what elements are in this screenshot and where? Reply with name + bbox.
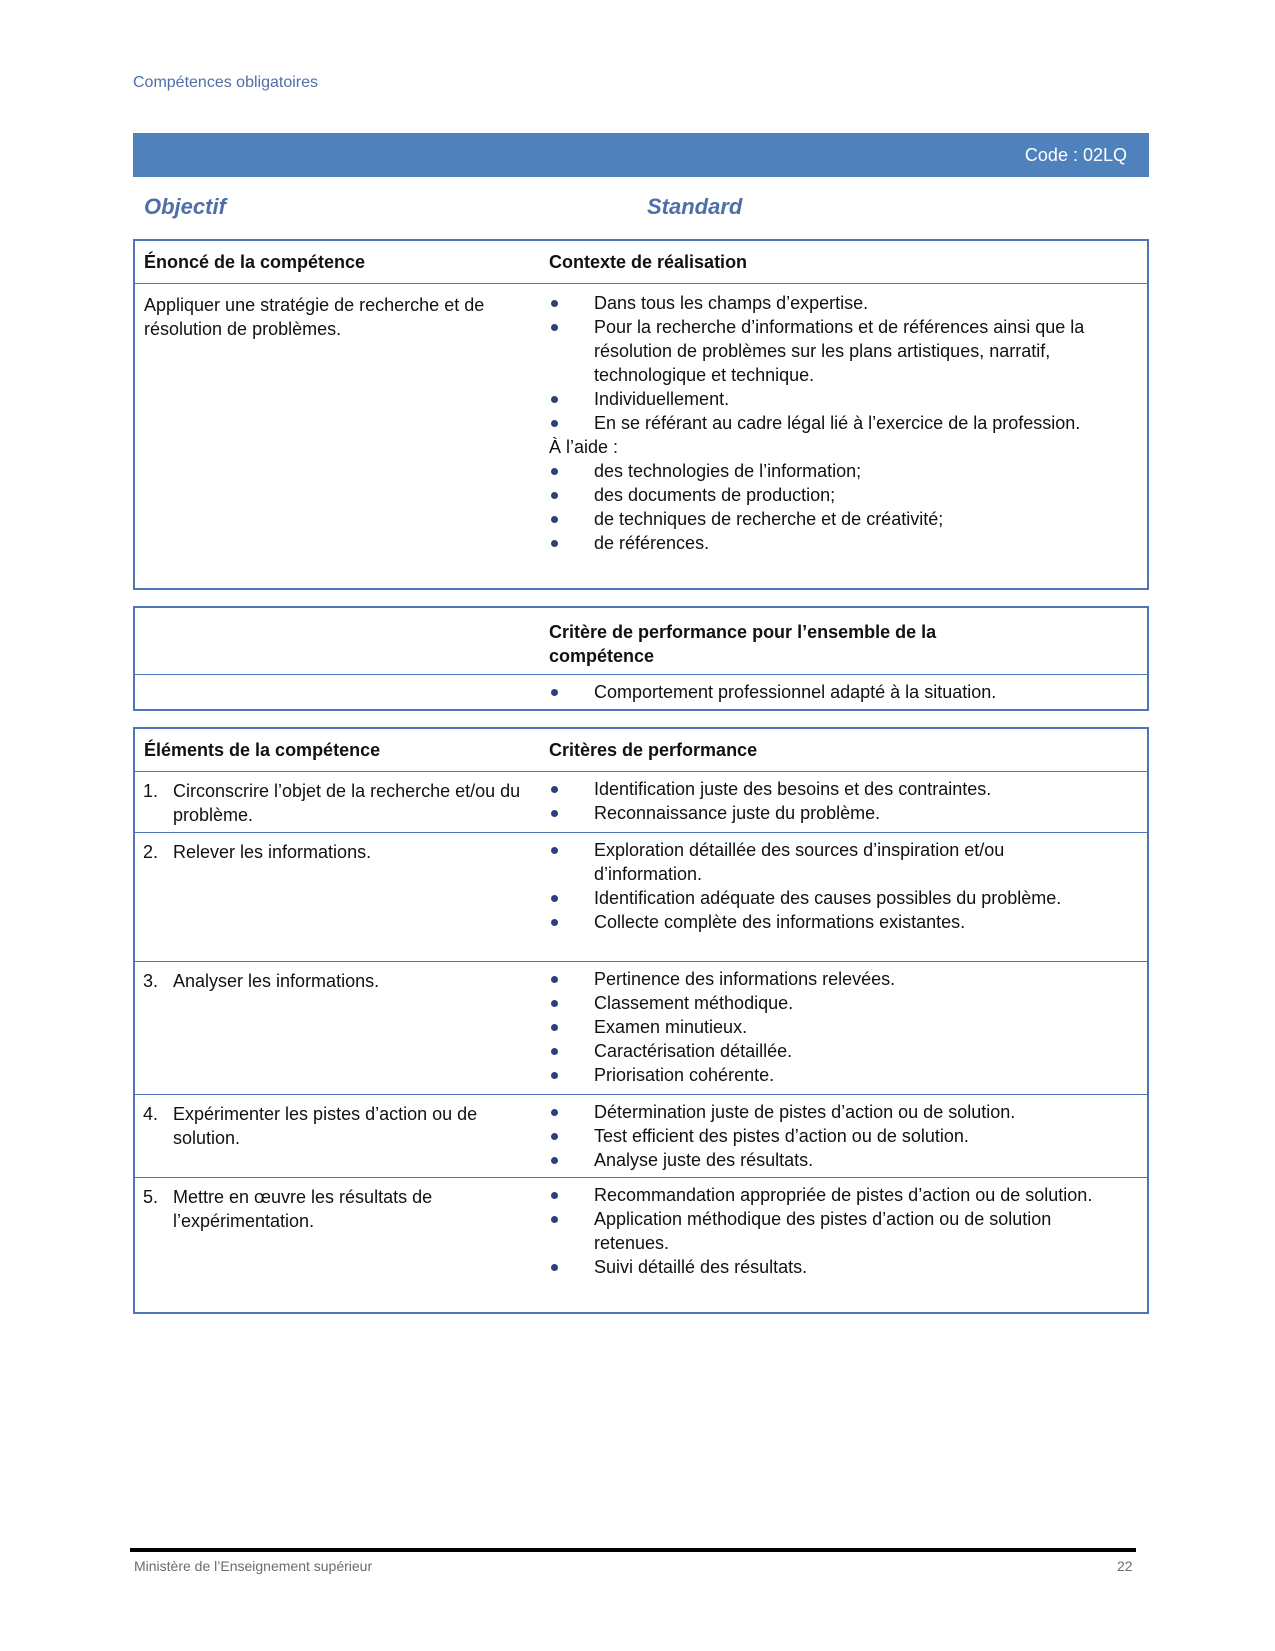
objectif-heading: Objectif [144, 194, 226, 219]
bullet-icon [551, 919, 558, 926]
list-item: de techniques de recherche et de créativité; [549, 507, 1109, 531]
bullet-icon [551, 895, 558, 902]
bullet-icon [551, 1048, 558, 1055]
bullet-icon [551, 396, 558, 403]
contexte-header: Contexte de réalisation [549, 252, 748, 272]
elements-table [133, 727, 1149, 1314]
code-label: Code : 02LQ [1024, 145, 1127, 165]
enonce-header: Énoncé de la compétence [144, 252, 366, 272]
table-divider [135, 283, 1147, 284]
bullet-icon [551, 1264, 558, 1271]
ensemble-header: Critère de performance pour l’ensemble de la compétence [549, 622, 937, 666]
row-number: 3. [143, 971, 159, 991]
list-item: Reconnaissance juste du problème. [549, 801, 1109, 825]
page-number: 22 [1117, 1558, 1133, 1574]
list-item: Identification juste des besoins et des contraintes. [549, 777, 1109, 801]
table-row [135, 961, 1147, 1094]
bullet-icon [551, 786, 558, 793]
row-number: 4. [143, 1104, 159, 1124]
footer-rule [130, 1548, 1136, 1552]
elements-header: Éléments de la compétence [144, 740, 381, 760]
competence-table [133, 239, 1149, 590]
bullet-icon [551, 324, 558, 331]
criteria-list [549, 1100, 1109, 1172]
bullet-icon [551, 847, 558, 854]
code-banner [133, 133, 1149, 177]
performance-ensemble-table [133, 606, 1149, 711]
bullet-icon [551, 1157, 558, 1164]
list-item: Comportement professionnel adapté à la situation. [549, 680, 1109, 704]
criteria-list-wrapper [549, 1100, 1109, 1172]
bullet-icon [551, 689, 558, 696]
criteria-list [549, 967, 1109, 1087]
table-row [135, 1094, 1147, 1177]
bullet-icon [551, 492, 558, 499]
criteria-list [549, 777, 1109, 825]
enonce-text: Appliquer une stratégie de recherche et de résolution de problèmes. [144, 295, 485, 339]
list-item: Priorisation cohérente. [549, 1063, 1109, 1087]
standard-heading: Standard [647, 194, 743, 219]
row-number: 5. [143, 1187, 159, 1207]
list-item: Identification adéquate des causes possibles du problème. [549, 886, 1109, 910]
list-item: Pour la recherche d’informations et de références ainsi que la résolution de problèmes sur les plans artistiques, narratif, technologique et technique. [549, 315, 1109, 387]
bullet-icon [551, 1000, 558, 1007]
criteres-header: Critères de performance [549, 740, 758, 760]
section-title: Compétences obligatoires [133, 74, 318, 91]
list-item: Application méthodique des pistes d’action ou de solution retenues. [549, 1207, 1109, 1255]
list-item: Caractérisation détaillée. [549, 1039, 1109, 1063]
element-text: Circonscrire l’objet de la recherche et/ou du problème. [173, 781, 521, 825]
bullet-icon [551, 420, 558, 427]
criteria-list-wrapper [549, 838, 1109, 934]
element-text: Mettre en œuvre les résultats de l’expérimentation. [173, 1187, 433, 1231]
criteria-list-wrapper [549, 1183, 1109, 1279]
list-item: Test efficient des pistes d’action ou de solution. [549, 1124, 1109, 1148]
list-item: de références. [549, 531, 1109, 555]
list-item: Analyse juste des résultats. [549, 1148, 1109, 1172]
bullet-icon [551, 1072, 558, 1079]
element-text: Relever les informations. [173, 842, 372, 862]
contexte-list-wrapper [549, 291, 1109, 555]
list-item: En se référant au cadre légal lié à l’exercice de la profession. [549, 411, 1109, 435]
bullet-icon [551, 540, 558, 547]
list-item: Collecte complète des informations existantes. [549, 910, 1109, 934]
element-text: Expérimenter les pistes d’action ou de solution. [173, 1104, 478, 1148]
list-item: Détermination juste de pistes d’action ou de solution. [549, 1100, 1109, 1124]
list-item: Suivi détaillé des résultats. [549, 1255, 1109, 1279]
element-text: Analyser les informations. [173, 971, 380, 991]
table-row [135, 771, 1147, 832]
bullet-icon [551, 976, 558, 983]
bullet-icon [551, 1024, 558, 1031]
table-divider [135, 674, 1147, 675]
list-item: Exploration détaillée des sources d’inspiration et/ou d’information. [549, 838, 1109, 886]
list-item: des documents de production; [549, 483, 1109, 507]
list-item: Classement méthodique. [549, 991, 1109, 1015]
table-row [135, 832, 1147, 961]
list-item: Dans tous les champs d’expertise. [549, 291, 1109, 315]
bullet-icon [551, 1109, 558, 1116]
bullet-icon [551, 1133, 558, 1140]
list-item: Individuellement. [549, 387, 1109, 411]
footer-ministry: Ministère de l’Enseignement supérieur [134, 1558, 373, 1574]
row-number: 1. [143, 781, 159, 801]
bullet-icon [551, 1216, 558, 1223]
bullet-icon [551, 516, 558, 523]
contexte-list [549, 291, 1109, 435]
bullet-icon [551, 810, 558, 817]
bullet-icon [551, 1192, 558, 1199]
criteria-list-wrapper [549, 967, 1109, 1087]
criteria-list [549, 838, 1109, 934]
ensemble-list [549, 680, 1109, 704]
aide-list [549, 459, 1109, 555]
criteria-list [549, 1183, 1109, 1279]
bullet-icon [551, 300, 558, 307]
bullet-icon [551, 468, 558, 475]
ensemble-list-wrapper [549, 680, 1109, 704]
criteria-list-wrapper [549, 777, 1109, 825]
aide-label: À l’aide : [549, 437, 619, 457]
row-number: 2. [143, 842, 159, 862]
list-item: des technologies de l’information; [549, 459, 1109, 483]
table-row [135, 1177, 1147, 1312]
list-item: Examen minutieux. [549, 1015, 1109, 1039]
list-item: Pertinence des informations relevées. [549, 967, 1109, 991]
list-item: Recommandation appropriée de pistes d’action ou de solution. [549, 1183, 1109, 1207]
